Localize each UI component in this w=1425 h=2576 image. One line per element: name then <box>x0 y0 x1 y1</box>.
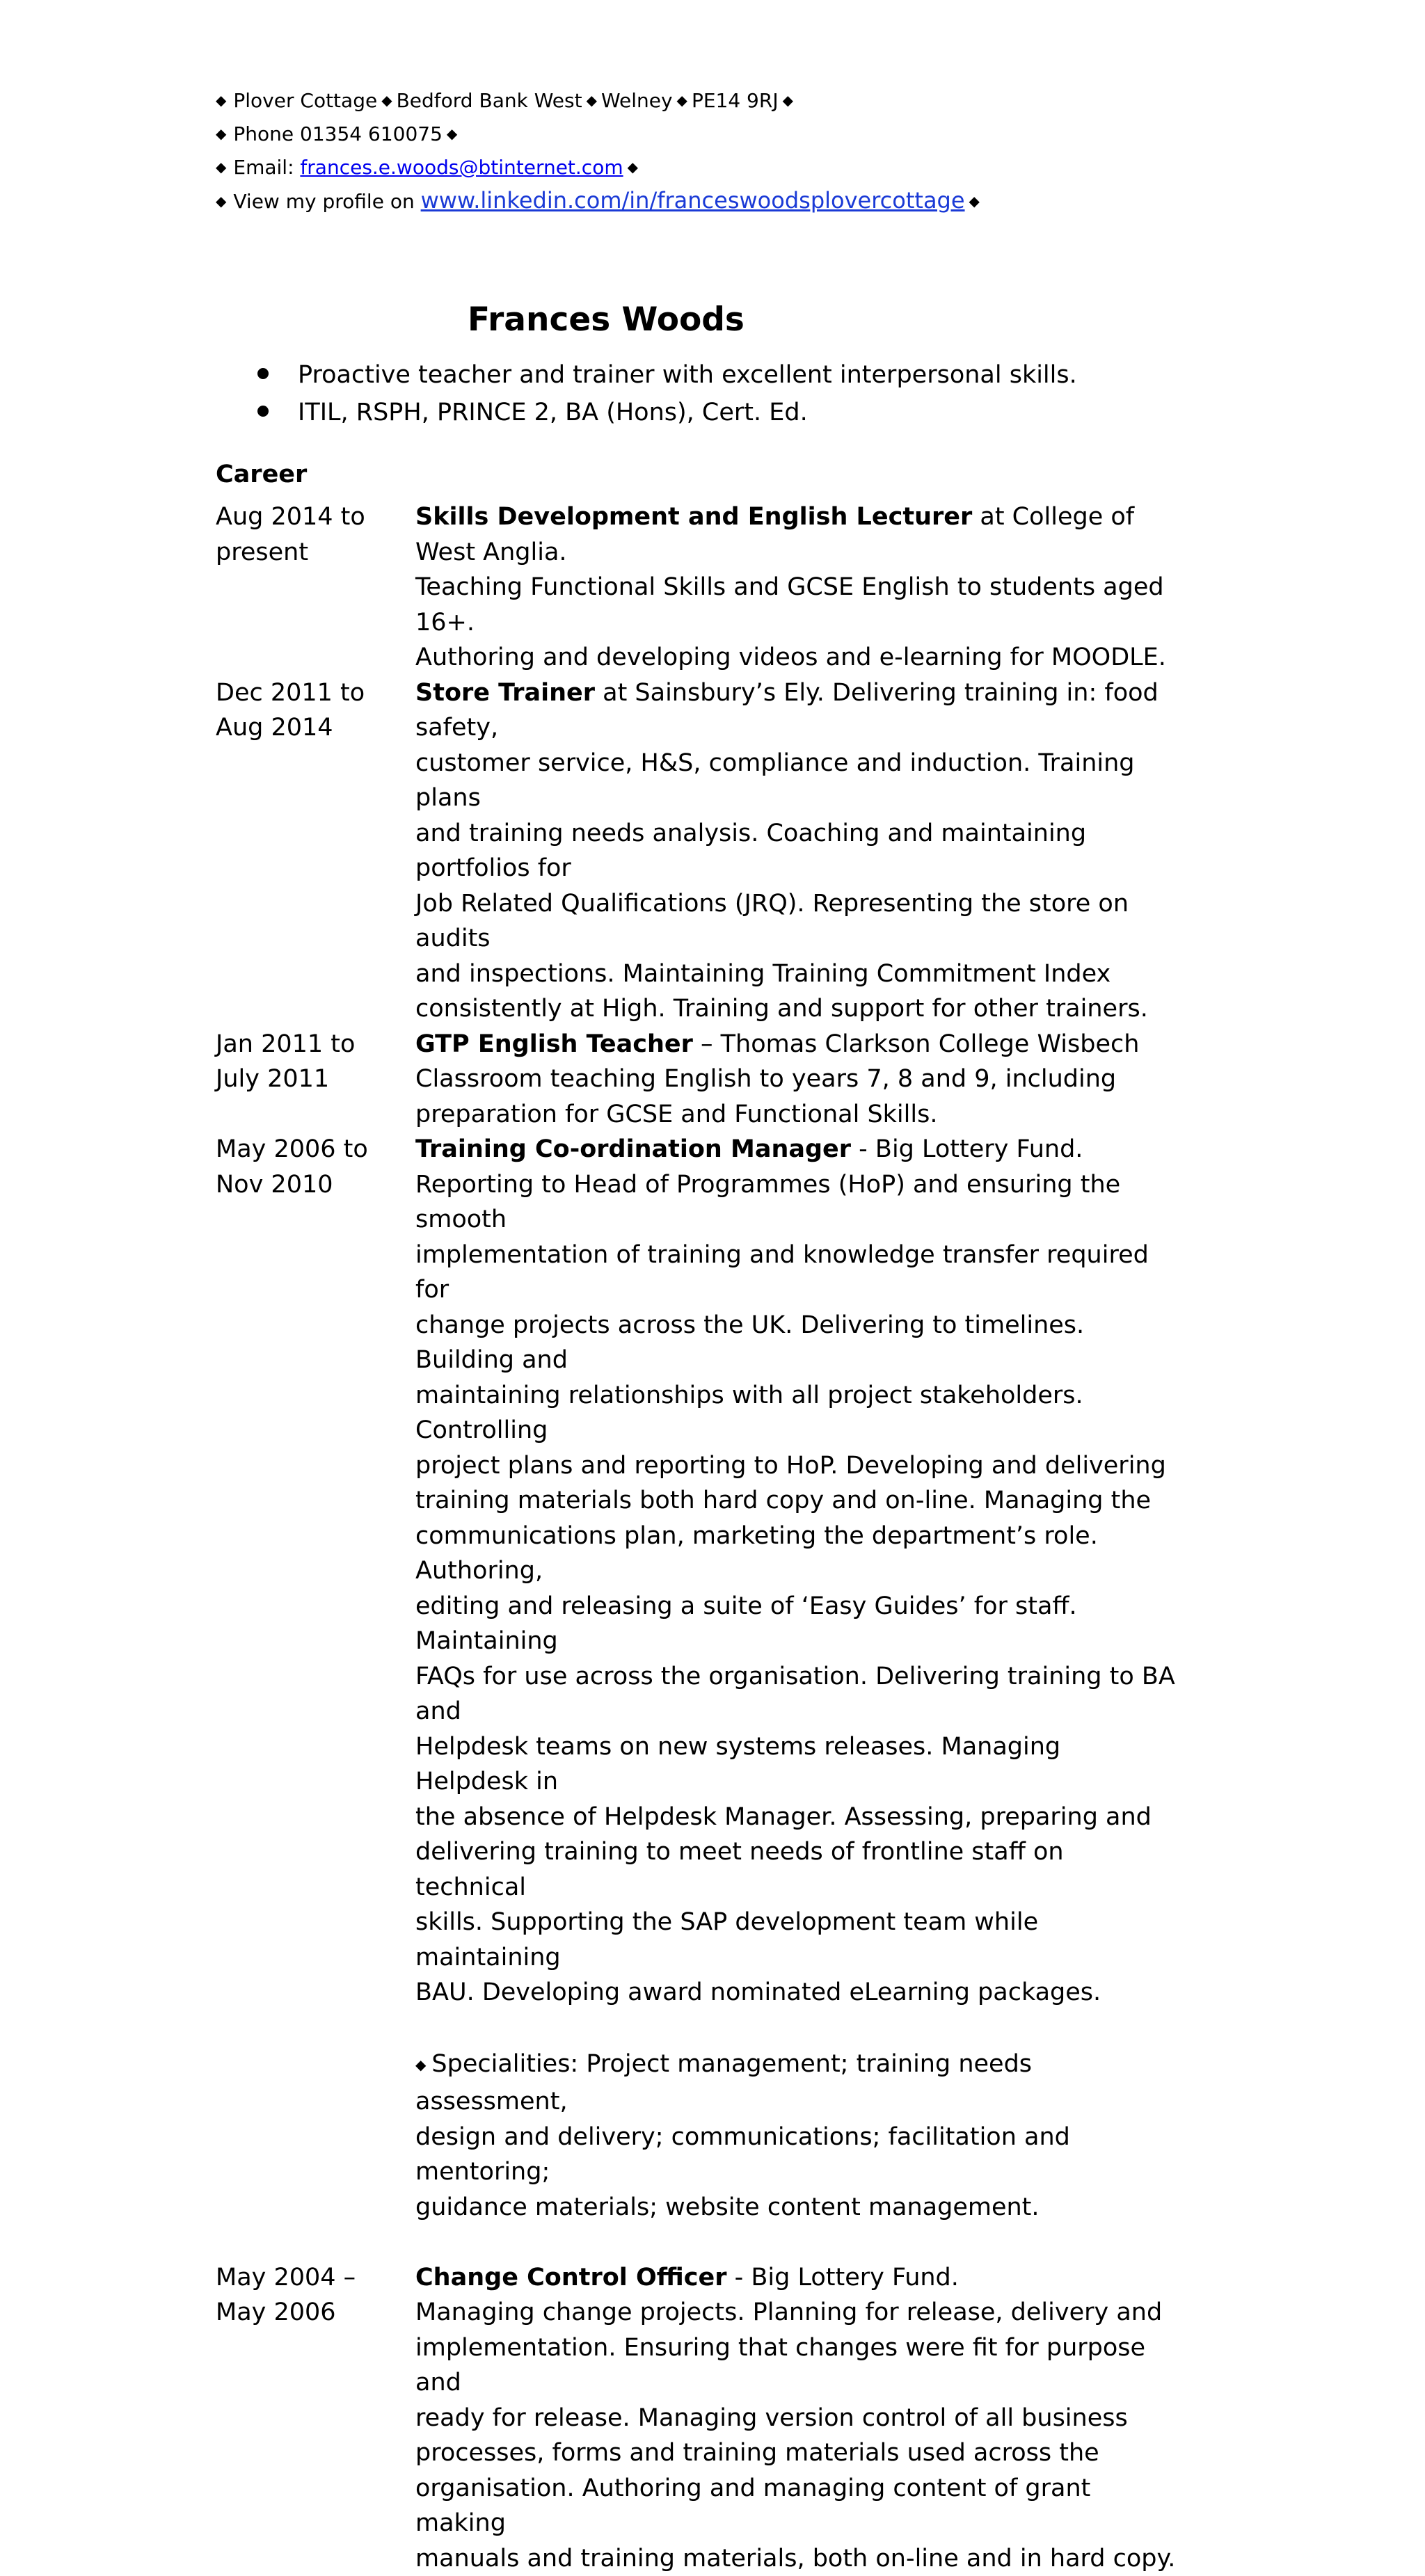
career-description <box>415 499 1181 675</box>
diamond-icon: ◆ <box>969 193 980 209</box>
job-title: Store Trainer <box>415 679 595 707</box>
email-line <box>216 152 984 185</box>
contact-block <box>216 85 984 219</box>
career-description <box>415 675 1181 1027</box>
summary-text: ITIL, RSPH, PRINCE 2, BA (Hons), Cert. Ed. <box>298 399 808 426</box>
job-title: Skills Development and English Lecturer <box>415 503 972 531</box>
job-details: - Big Lottery Fund. Managing change projects. Planning for release, delivery and implementation. Ensuring that changes were fit for purpose and ready for release. Managing version control of all business processes, forms and training materials used across the organisation. Authoring and managing content of grant making manuals and training materials, both on-line and in hard copy. <box>415 2264 1175 2573</box>
profile-line <box>216 185 984 219</box>
summary-text: Proactive teacher and trainer with excellent interpersonal skills. <box>298 361 1077 389</box>
career-entry <box>216 675 1218 1027</box>
career-entry <box>216 1027 1218 1133</box>
career-heading: Career <box>216 461 307 488</box>
linkedin-link[interactable]: www.linkedin.com/in/franceswoodsplovercottage <box>421 187 965 214</box>
career-dates: May 2004 – May 2006 <box>216 2260 415 2576</box>
job-details: at Sainsbury’s Ely. Delivering training in: food safety, customer service, H&S, compliance and induction. Training plans and training needs analysis. Coaching and maintaining portfolios for Job Related Qualifications (JRQ). Representing the store on audits and inspections. Maintaining Training Commitment Index consistently at High. Training and support for other trainers. <box>415 679 1159 1023</box>
address-part: PE14 9RJ <box>692 89 779 112</box>
career-entry <box>216 1132 1218 2260</box>
specialities-text: Specialities: Project management; training needs assessment, design and delivery; communications; facilitation and mentoring; guidance materials; website content management. <box>415 2050 1070 2221</box>
bullet-icon <box>257 368 269 379</box>
address-line <box>216 85 984 118</box>
email-link[interactable]: frances.e.woods@btinternet.com <box>300 156 623 179</box>
diamond-icon: ◆ <box>677 92 687 109</box>
diamond-icon: ◆ <box>216 159 226 175</box>
email-label: Email: <box>233 156 294 179</box>
candidate-name: Frances Woods <box>468 301 745 339</box>
career-description <box>415 1027 1181 1133</box>
job-details: – Thomas Clarkson College Wisbech Classroom teaching English to years 7, 8 and 9, including preparation for GCSE and Functional Skills. <box>415 1030 1139 1128</box>
job-title: GTP English Teacher <box>415 1030 693 1058</box>
address-part: Bedford Bank West <box>397 89 582 112</box>
diamond-icon: ◆ <box>447 125 457 142</box>
career-dates: Aug 2014 to present <box>216 499 415 675</box>
career-description <box>415 1132 1181 2260</box>
job-details: - Big Lottery Fund. Reporting to Head of Programmes (HoP) and ensuring the smooth implementation of training and knowledge transfer required for change projects across the UK. Delivering to timelines. Building and maintaining relationships with all project stakeholders. Controlling project plans and reporting to HoP. Developing and delivering training materials both hard copy and on-line. Managing the communications plan, marketing the department’s role. Authoring, editing and releasing a suite of ‘Easy Guides’ for staff. Maintaining FAQs for use across the organisation. Delivering training to BA and Helpdesk teams on new systems releases. Managing Helpdesk in the absence of Helpdesk Manager. Assessing, preparing and delivering training to meet needs of frontline staff on technical skills. Supporting the SAP development team while maintaining BAU. Developing award nominated eLearning packages. <box>415 1135 1175 2006</box>
diamond-icon: ◆ <box>216 92 226 109</box>
diamond-icon: ◆ <box>783 92 793 109</box>
diamond-icon: ◆ <box>216 193 226 209</box>
address-part: Plover Cottage <box>233 89 377 112</box>
career-dates: Dec 2011 to Aug 2014 <box>216 675 415 1027</box>
diamond-icon: ◆ <box>381 92 392 109</box>
diamond-icon: ◆ <box>587 92 597 109</box>
career-dates: May 2006 to Nov 2010 <box>216 1132 415 2260</box>
job-title: Change Control Officer <box>415 2264 727 2291</box>
summary-item <box>257 394 1077 431</box>
career-entry <box>216 2260 1218 2576</box>
diamond-icon: ◆ <box>216 125 226 142</box>
career-list <box>216 499 1218 2576</box>
address-part: Welney <box>601 89 673 112</box>
career-entry <box>216 499 1218 675</box>
bullet-icon <box>257 406 269 417</box>
summary-list <box>257 356 1077 431</box>
specialities <box>415 2047 1181 2225</box>
job-title: Training Co-ordination Manager <box>415 1135 851 1163</box>
summary-item <box>257 356 1077 394</box>
diamond-icon: ◆ <box>628 159 638 175</box>
phone-text: Phone 01354 610075 <box>233 122 443 145</box>
job-details: at College of West Anglia. Teaching Functional Skills and GCSE English to students aged 16+. Authoring and developing videos and e-learning for MOODLE. <box>415 503 1166 671</box>
career-description <box>415 2260 1181 2576</box>
profile-label: View my profile on <box>233 190 414 213</box>
diamond-icon: ◆ <box>415 2056 426 2073</box>
career-dates: Jan 2011 to July 2011 <box>216 1027 415 1133</box>
phone-line <box>216 118 984 152</box>
